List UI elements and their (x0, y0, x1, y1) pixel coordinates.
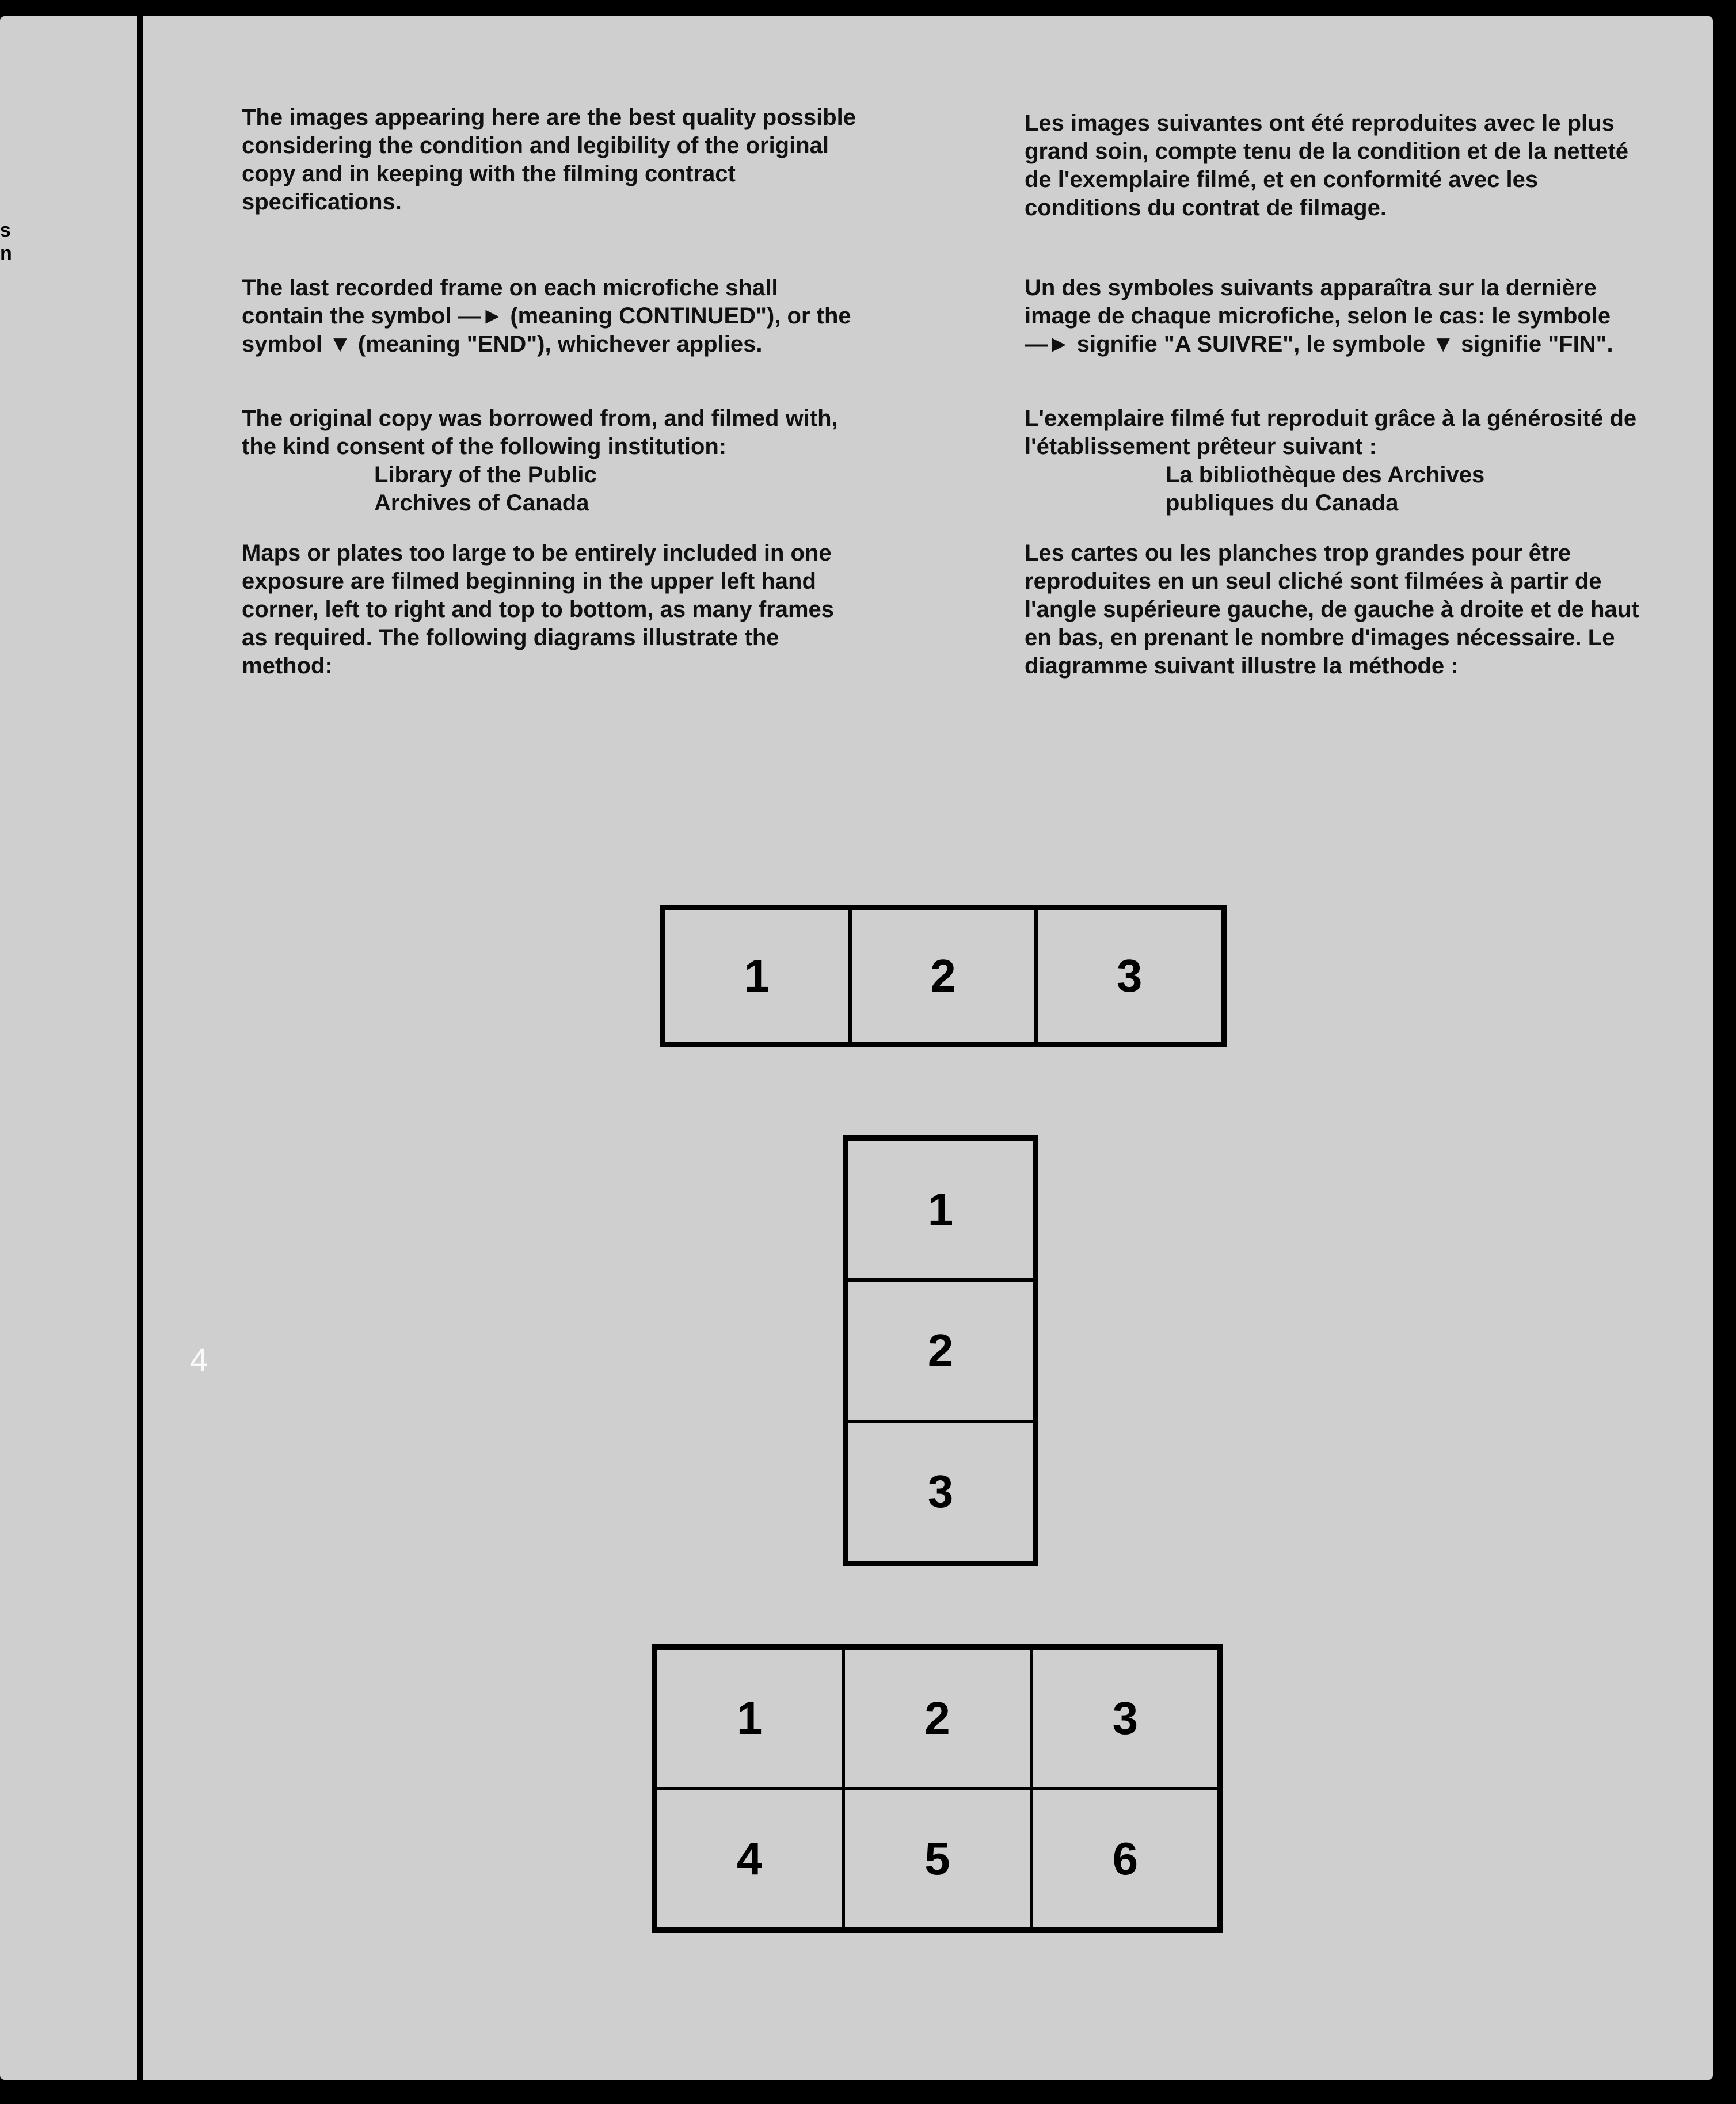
left-edge-fragment (0, 219, 23, 265)
frame-cell: 4 (656, 1789, 843, 1929)
frame-cell: 2 (850, 909, 1037, 1043)
frame-cell: 3 (1036, 909, 1223, 1043)
english-column (242, 104, 863, 680)
handwritten-mark: 4 (190, 1341, 208, 1378)
french-institution-line: publiques du Canada (1166, 490, 1399, 516)
frame-cell: 2 (847, 1280, 1034, 1421)
frame-cell: 1 (664, 909, 850, 1043)
french-column (1025, 109, 1652, 680)
french-quality-notice: Les images suivantes ont été reproduites avec le plus grand soin, compte tenu de la condition et de la netteté de l'exemplaire filmé, et en conformité avec les conditions du contrat de filmage. (1025, 110, 1629, 220)
frame-cell: 1 (847, 1139, 1034, 1280)
frame-cell: 1 (656, 1648, 843, 1789)
english-quality-notice: The images appearing here are the best quality possible considering the condition and legibility of the original copy and in keeping with the filming contract specifications. (242, 105, 856, 215)
frame-cell: 3 (1031, 1648, 1219, 1789)
english-method-notice: Maps or plates too large to be entirely included in one exposure are filmed beginning in the upper left hand corner, left to right and top to bottom, as many frames as required. The following diagrams illustrate the method: (242, 540, 835, 679)
end-triangle-icon: ▼ (1432, 331, 1455, 357)
frame-divider (137, 16, 143, 2080)
end-triangle-icon: ▼ (329, 331, 352, 357)
french-institution-line: La bibliothèque des Archives (1166, 462, 1485, 487)
english-institution-line: Library of the Public (374, 462, 597, 487)
english-institution-line: Archives of Canada (374, 490, 589, 516)
continued-arrow-icon: —► (458, 303, 504, 329)
frame-cell: 3 (847, 1421, 1034, 1562)
frame-cell: 5 (843, 1789, 1031, 1929)
frame-cell: 2 (843, 1648, 1031, 1789)
edge-char: s (0, 219, 11, 241)
frame-cell: 6 (1031, 1789, 1219, 1929)
diagram-grid (652, 1644, 1223, 1933)
french-symbol-notice: Un des symboles suivants apparaîtra sur la dernière image de chaque microfiche, selon le cas: le symbole —► signifie "A SUIVRE", le symbole ▼ signifie "FIN". (1025, 274, 1652, 359)
french-method-notice: Les cartes ou les planches trop grandes pour être reproduites en un seul cliché sont filmées à partir de l'angle supérieure gauche, de gauche à droite et de haut en bas, en prenant le nombre d'images nécessaire. Le diagramme suivant illustre la méthode : (1025, 540, 1639, 679)
english-consent-notice: The original copy was borrowed from, and filmed with, the kind consent of the following institution: (242, 406, 838, 459)
french-consent-notice: L'exemplaire filmé fut reproduit grâce à la générosité de l'établissement prêteur suivant : (1025, 406, 1637, 459)
english-symbol-notice: The last recorded frame on each microfiche shall contain the symbol —► (meaning CONTINUED"), or the symbol ▼ (meaning "END"), whichever applies. (242, 275, 851, 357)
continued-arrow-icon: —► (1025, 331, 1071, 357)
diagram-row (660, 905, 1227, 1047)
edge-char: n (0, 242, 12, 264)
diagram-column (843, 1135, 1038, 1566)
